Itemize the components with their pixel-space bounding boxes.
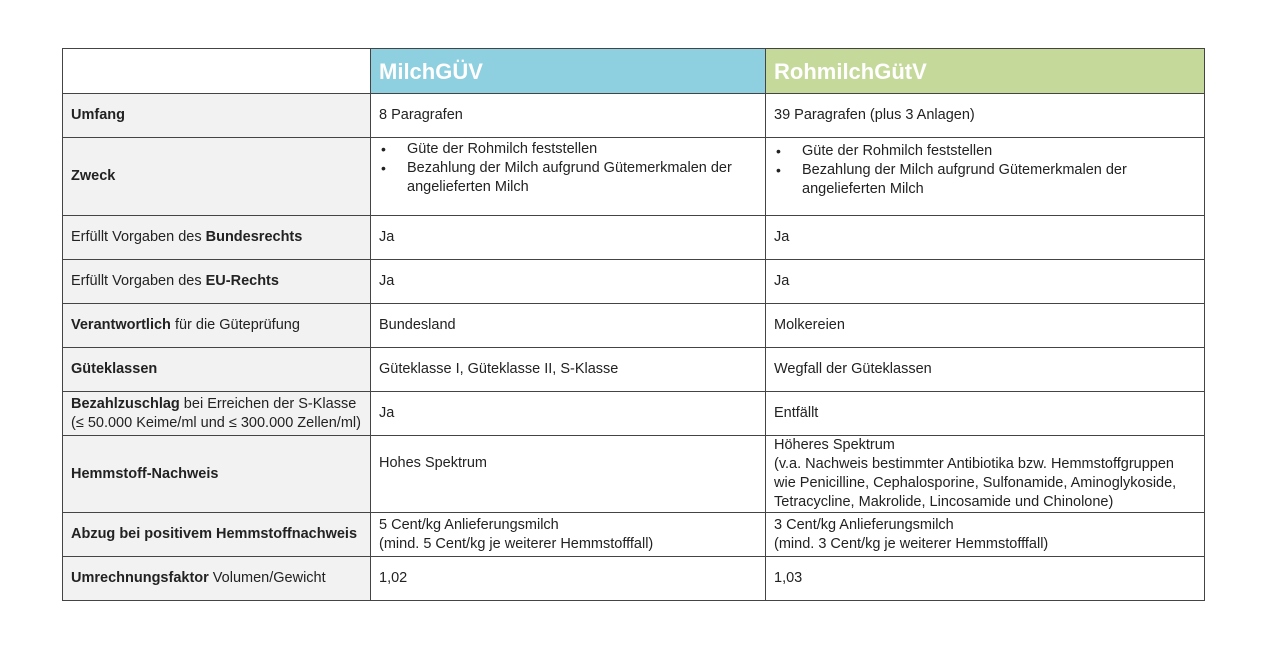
row-label: Bezahlzuschlag bei Erreichen der S-Klasse (≤ 50.000 Keime/ml und ≤ 300.000 Zellen/ml) (63, 392, 371, 436)
rohmilchguetv-value (766, 138, 1205, 216)
row-label: Zweck (63, 138, 371, 216)
list-item: • Bezahlung der Milch aufgrund Gütemerkmalen der angelieferten Milch (802, 161, 1196, 199)
table-row (63, 513, 1205, 557)
milchguev-value: Ja (371, 392, 766, 436)
rohmilchguetv-value: Molkereien (766, 304, 1205, 348)
bullet-list (774, 142, 1196, 199)
rohmilchguetv-value: 39 Paragrafen (plus 3 Anlagen) (766, 94, 1205, 138)
row-label: Umrechnungsfaktor Volumen/Gewicht (63, 557, 371, 601)
row-label: Erfüllt Vorgaben des EU-Rechts (63, 260, 371, 304)
row-label: Abzug bei positivem Hemmstoffnachweis (63, 513, 371, 557)
table-row (63, 260, 1205, 304)
table-row (63, 348, 1205, 392)
row-label: Umfang (63, 94, 371, 138)
table-row (63, 304, 1205, 348)
header-rohmilchguetv: RohmilchGütV (766, 49, 1205, 94)
rohmilchguetv-value: Wegfall der Güteklassen (766, 348, 1205, 392)
table-row (63, 138, 1205, 216)
list-item: • Güte der Rohmilch feststellen (802, 142, 1196, 161)
header-milchguev: MilchGÜV (371, 49, 766, 94)
milchguev-value: Ja (371, 216, 766, 260)
milchguev-value (371, 138, 766, 216)
rohmilchguetv-value: Entfällt (766, 392, 1205, 436)
rohmilchguetv-value: Ja (766, 216, 1205, 260)
comparison-table (62, 48, 1205, 601)
row-label: Hemmstoff-Nachweis (63, 436, 371, 513)
header-row (63, 49, 1205, 94)
list-item: • Bezahlung der Milch aufgrund Gütemerkmalen der angelieferten Milch (407, 159, 757, 197)
header-empty-cell (63, 49, 371, 94)
row-label: Güteklassen (63, 348, 371, 392)
row-label: Verantwortlich für die Güteprüfung (63, 304, 371, 348)
table-row (63, 392, 1205, 436)
milchguev-value: Bundesland (371, 304, 766, 348)
rohmilchguetv-value: Ja (766, 260, 1205, 304)
list-item: • Güte der Rohmilch feststellen (407, 140, 757, 159)
table-row (63, 216, 1205, 260)
milchguev-value: Ja (371, 260, 766, 304)
table-row (63, 436, 1205, 513)
rohmilchguetv-value: 3 Cent/kg Anlieferungsmilch (mind. 3 Cent/kg je weiterer Hemmstofffall) (766, 513, 1205, 557)
milchguev-value: 5 Cent/kg Anlieferungsmilch (mind. 5 Cent/kg je weiterer Hemmstofffall) (371, 513, 766, 557)
milchguev-value: Hohes Spektrum (371, 436, 766, 513)
table-row (63, 557, 1205, 601)
table-row (63, 94, 1205, 138)
bullet-list (379, 140, 757, 197)
milchguev-value: Güteklasse I, Güteklasse II, S-Klasse (371, 348, 766, 392)
milchguev-value: 8 Paragrafen (371, 94, 766, 138)
milchguev-value: 1,02 (371, 557, 766, 601)
rohmilchguetv-value: Höheres Spektrum (v.a. Nachweis bestimmter Antibiotika bzw. Hemmstoffgruppen wie Penicilline, Cephalosporine, Sulfonamide, Aminoglykoside, Tetracycline, Makrolide, Lincosamide und Chinolone) (766, 436, 1205, 513)
rohmilchguetv-value: 1,03 (766, 557, 1205, 601)
row-label: Erfüllt Vorgaben des Bundesrechts (63, 216, 371, 260)
